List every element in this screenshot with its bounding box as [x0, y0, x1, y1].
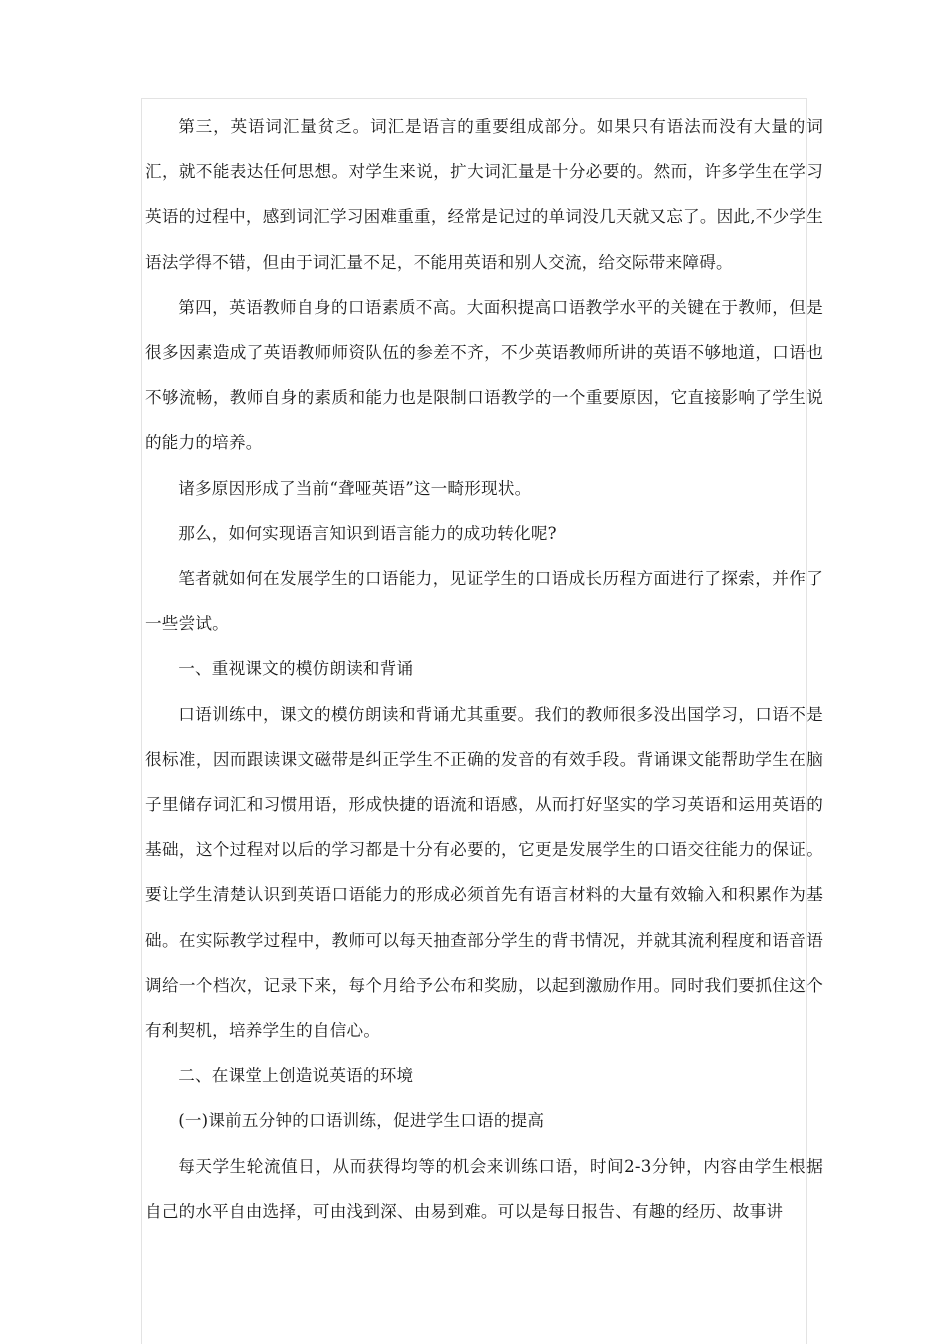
- document-body: [145, 104, 823, 1234]
- paragraph-daily-duty: 每天学生轮流值日，从而获得均等的机会来训练口语，时间2-3分钟，内容由学生根据自己的水平自由选择，可由浅到深、由易到难。可以是每日报告、有趣的经历、故事讲: [145, 1156, 823, 1221]
- paragraph-deaf-mute-english: 诸多原因形成了当前“聋哑英语”这一畸形现状。: [178, 478, 532, 498]
- heading-section-1: 一、重视课文的模仿朗读和背诵: [178, 659, 414, 679]
- paragraph-imitation-recitation: 口语训练中，课文的模仿朗读和背诵尤其重要。我们的教师很多没出国学习，口语不是很标准，因而跟读课文磁带是纠正学生不正确的发音的有效手段。背诵课文能帮助学生在脑子里储存词汇和习惯用语，形成快捷的语流和语感，从而打好坚实的学习英语和运用英语的基础，这个过程对以后的学习都是十分有必要的，它更是发展学生的口语交往能力的保证。要让学生清楚认识到英语口语能力的形成必须首先有语言材料的大量有效输入和积累作为基础。在实际教学过程中，教师可以每天抽查部分学生的背书情况，并就其流利程度和语音语调给一个档次，记录下来，每个月给予公布和奖励，以起到激励作用。同时我们要抓住这个有利契机，培养学生的自信心。: [145, 704, 823, 1041]
- subheading-five-minutes: (一)课前五分钟的口语训练，促进学生口语的提高: [178, 1111, 545, 1131]
- paragraph-vocabulary: 第三，英语词汇量贫乏。词汇是语言的重要组成部分。如果只有语法而没有大量的词汇，就不能表达任何思想。对学生来说，扩大词汇量是十分必要的。然而，许多学生在学习英语的过程中，感到词汇学习困难重重，经常是记过的单词没几天就又忘了。因此,不少学生语法学得不错，但由于词汇量不足，不能用英语和别人交流，给交际带来障碍。: [145, 117, 823, 272]
- heading-section-2: 二、在课堂上创造说英语的环境: [178, 1066, 414, 1086]
- paragraph-question: 那么，如何实现语言知识到语言能力的成功转化呢?: [178, 523, 557, 543]
- paragraph-author-exploration: 笔者就如何在发展学生的口语能力，见证学生的口语成长历程方面进行了探索，并作了一些尝试。: [145, 569, 823, 634]
- paragraph-teacher-quality: 第四，英语教师自身的口语素质不高。大面积提高口语教学水平的关键在于教师，但是很多因素造成了英语教师师资队伍的参差不齐，不少英语教师所讲的英语不够地道，口语也不够流畅，教师自身的素质和能力也是限制口语教学的一个重要原因，它直接影响了学生说的能力的培养。: [145, 297, 823, 453]
